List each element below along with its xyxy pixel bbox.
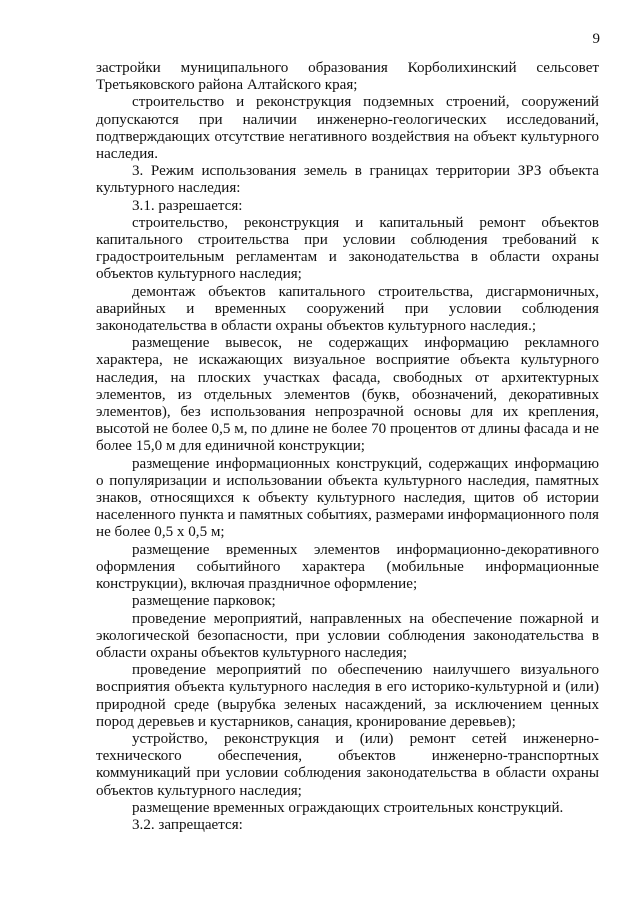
- list-item: проведение мероприятий, направленных на обеспечение пожарной и экологической безопасности, при условии соблюдения законодательства в области охраны объектов культурного наследия;: [96, 610, 599, 661]
- paragraph: строительство и реконструкция подземных строений, сооружений допускаются при наличии инженерно-геологических исследований, подтверждающих отсутствие негативного воздействия на объект культурного наследия.: [96, 94, 599, 163]
- list-item: размещение временных элементов информационно-декоративного оформления событийного характера (мобильные информационные конструкции), включая праздничное оформление;: [96, 541, 599, 593]
- list-item: демонтаж объектов капитального строительства, дисгармоничных, аварийных и временных сооружений при условии соблюдения законодательства в области охраны объектов культурного наследия.;: [96, 283, 599, 335]
- section-heading: 3. Режим использования земель в границах территории ЗРЗ объекта культурного наследия:: [96, 163, 599, 197]
- list-item: строительство, реконструкция и капитальный ремонт объектов капитального строительства при условии соблюдения требований к градостроительным регламентам и законодательства в области охраны объектов культурного наследия;: [96, 214, 599, 283]
- paragraph: застройки муниципального образования Корболихинский сельсовет Третьяковского района Алтайского края;: [96, 60, 599, 94]
- list-item: проведение мероприятий по обеспечению наилучшего визуального восприятия объекта культурного наследия в его историко-культурной и (или) природной среде (вырубка зеленых насаждений, за исключением ценных пород деревьев и кустарников, санация, кронирование деревьев);: [96, 662, 599, 730]
- list-item: размещение информационных конструкций, содержащих информацию о популяризации и использовании объекта культурного наследия, памятных знаков, относящихся к объекту культурного наследия, щитов об истории населенного пункта и памятных событиях, размерами информационного поля не более 0,5 х 0,5 м;: [96, 455, 599, 541]
- list-item: размещение вывесок, не содержащих информацию рекламного характера, не искажающих визуальное восприятие объекта культурного наследия, на плоских участках фасада, свободных от архитектурных элементов, из отдельных элементов (букв, обозначений, декоративных элементов), без использования непрозрачной основы для их крепления, высотой не более 0,5 м, по длине не более 70 процентов от длины фасада и не более 15,0 м для единичной конструкции;: [96, 335, 599, 455]
- list-item: размещение парковок;: [132, 593, 276, 610]
- subsection-heading: 3.1. разрешается:: [132, 197, 243, 214]
- list-item: устройство, реконструкция и (или) ремонт сетей инженерно-технического обеспечения, объектов инженерно-транспортных коммуникаций при условии соблюдения законодательства в области охраны объектов культурного наследия;: [96, 730, 599, 799]
- page-number: 9: [592, 31, 600, 47]
- document-body: [96, 60, 599, 834]
- list-item: размещение временных ограждающих строительных конструкций.: [132, 799, 564, 816]
- subsection-heading: 3.2. запрещается:: [132, 816, 243, 833]
